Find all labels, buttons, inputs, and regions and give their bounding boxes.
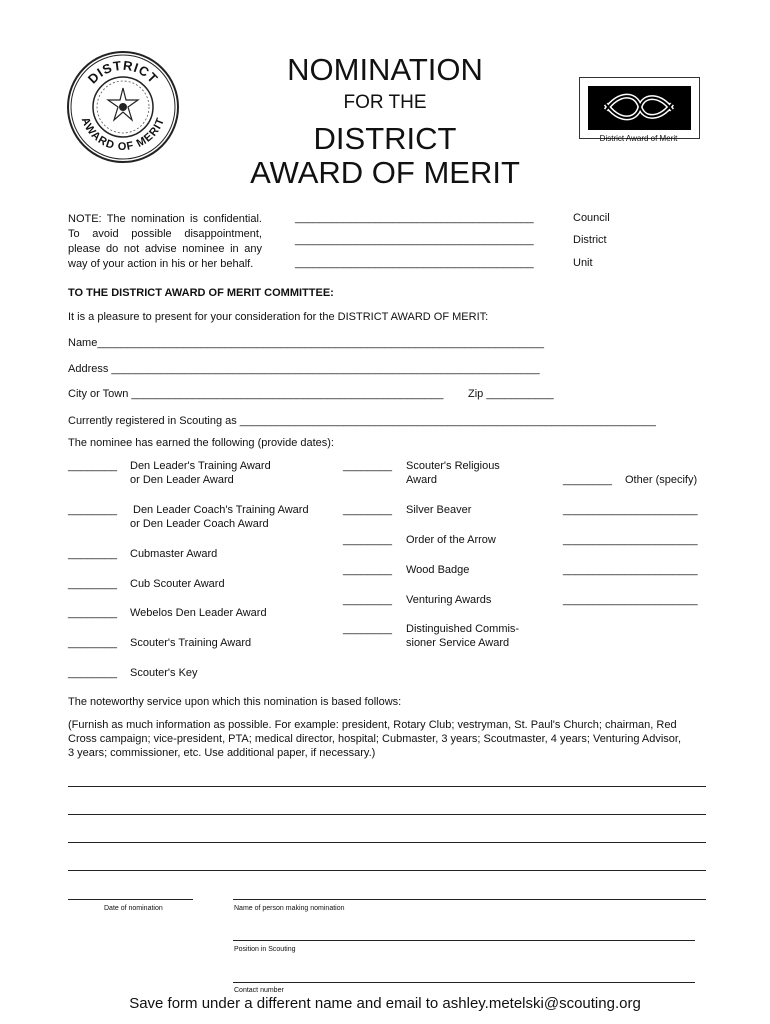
award-date-field[interactable]: ________ [68,548,117,560]
award-date-field[interactable]: ________ [343,564,392,576]
nominator-name-line[interactable] [233,899,706,900]
date-of-nomination-label: Date of nomination [104,905,163,912]
award-label: Wood Badge [406,564,470,576]
contact-line[interactable] [233,982,695,983]
award-date-field[interactable]: ________ [68,667,117,679]
footer-instructions: Save form under a different name and email to ashley.metelski@scouting.org [129,995,641,1012]
seal-top-text: DISTRICT [84,57,162,87]
award-date-field[interactable]: ________ [343,594,392,606]
award-date-field[interactable]: ________ [68,460,117,472]
award-date-field[interactable]: ________ [343,460,392,472]
award-date-field[interactable]: ________ [343,623,392,635]
service-line[interactable] [68,870,706,871]
unit-label: Unit [573,257,593,269]
service-line[interactable] [68,814,706,815]
confidential-note: NOTE: The nomination is confidential. To avoid possible disappointment, please do not advise nominee in any way of your action in his or her behalf. [68,213,262,270]
other-field[interactable]: ______________________ [563,504,698,516]
city-field[interactable]: City or Town ___________________________________________________ [68,388,444,400]
award-label: Webelos Den Leader Award [130,607,267,619]
council-label: Council [573,212,610,224]
other-field[interactable]: ______________________ [563,594,698,606]
award-label: Den Leader Coach's Training Award or Den Leader Coach Award [130,504,309,530]
award-label: Silver Beaver [406,504,472,516]
award-date-field[interactable]: ________ [343,534,392,546]
award-date-field[interactable]: ________ [68,637,117,649]
intro-text: It is a pleasure to present for your consideration for the DISTRICT AWARD OF MERIT: [68,311,489,323]
award-label: Cub Scouter Award [130,578,225,590]
committee-header: TO THE DISTRICT AWARD OF MERIT COMMITTEE: [68,287,334,299]
awards-intro: The nominee has earned the following (provide dates): [68,437,334,449]
award-emblem [579,77,700,139]
square-knot-icon [588,86,691,130]
title-nomination: NOMINATION [287,52,483,87]
address-field[interactable]: Address ______________________________________________________________________ [68,363,540,375]
service-intro: The noteworthy service upon which this nomination is based follows: [68,696,402,708]
council-field[interactable]: _______________________________________ [295,212,534,224]
award-label: Order of the Arrow [406,534,496,546]
seal-bottom-text: AWARD OF MERIT [78,115,168,154]
title-for-the: FOR THE [343,92,427,113]
other-date-field[interactable]: ________ [563,474,612,486]
award-label: Venturing Awards [406,594,492,606]
position-line[interactable] [233,940,695,941]
service-line[interactable] [68,786,706,787]
award-label: Cubmaster Award [130,548,218,560]
district-field[interactable]: _______________________________________ [295,234,534,246]
registered-field[interactable]: Currently registered in Scouting as ____________________________________________________________________ [68,415,656,427]
emblem-caption: District Award of Merit [599,134,678,143]
award-label: Scouter's Key [130,667,198,679]
award-label: Scouter's Religious Award [406,460,500,486]
other-field[interactable]: ______________________ [563,534,698,546]
award-date-field[interactable]: ________ [68,607,117,619]
service-line[interactable] [68,842,706,843]
award-date-field[interactable]: ________ [68,578,117,590]
district-label: District [573,234,607,246]
furnish-instructions: (Furnish as much information as possible. For example: president, Rotary Club; vestryman, St. Paul's Church; chairman, Red Cross campaign; vice-president, PTA; medical director, hospital; Cubmaster, 3 years; Scoutmaster, 4 years; Venturing Advisor, 3 years; commissioner, etc. Use additional paper, if necessary.) [68,719,682,759]
award-label: Scouter's Training Award [130,637,252,649]
award-date-field[interactable]: ________ [68,504,117,516]
award-label: Den Leader's Training Award or Den Leader Award [130,460,271,486]
position-label: Position in Scouting [234,946,296,953]
unit-field[interactable]: _______________________________________ [295,257,534,269]
zip-field[interactable]: Zip ___________ [468,388,554,400]
date-of-nomination-line[interactable] [68,899,193,900]
award-date-field[interactable]: ________ [343,504,392,516]
award-label: Distinguished Commis- sioner Service Award [406,623,520,649]
title-award-of-merit: AWARD OF MERIT [250,155,520,190]
contact-label: Contact number [234,987,284,994]
title-district: DISTRICT [313,121,457,156]
other-field[interactable]: ______________________ [563,564,698,576]
other-label: Other (specify) [625,474,698,486]
nominator-name-label: Name of person making nomination [234,905,345,912]
name-field[interactable]: Name_________________________________________________________________________ [68,337,544,349]
